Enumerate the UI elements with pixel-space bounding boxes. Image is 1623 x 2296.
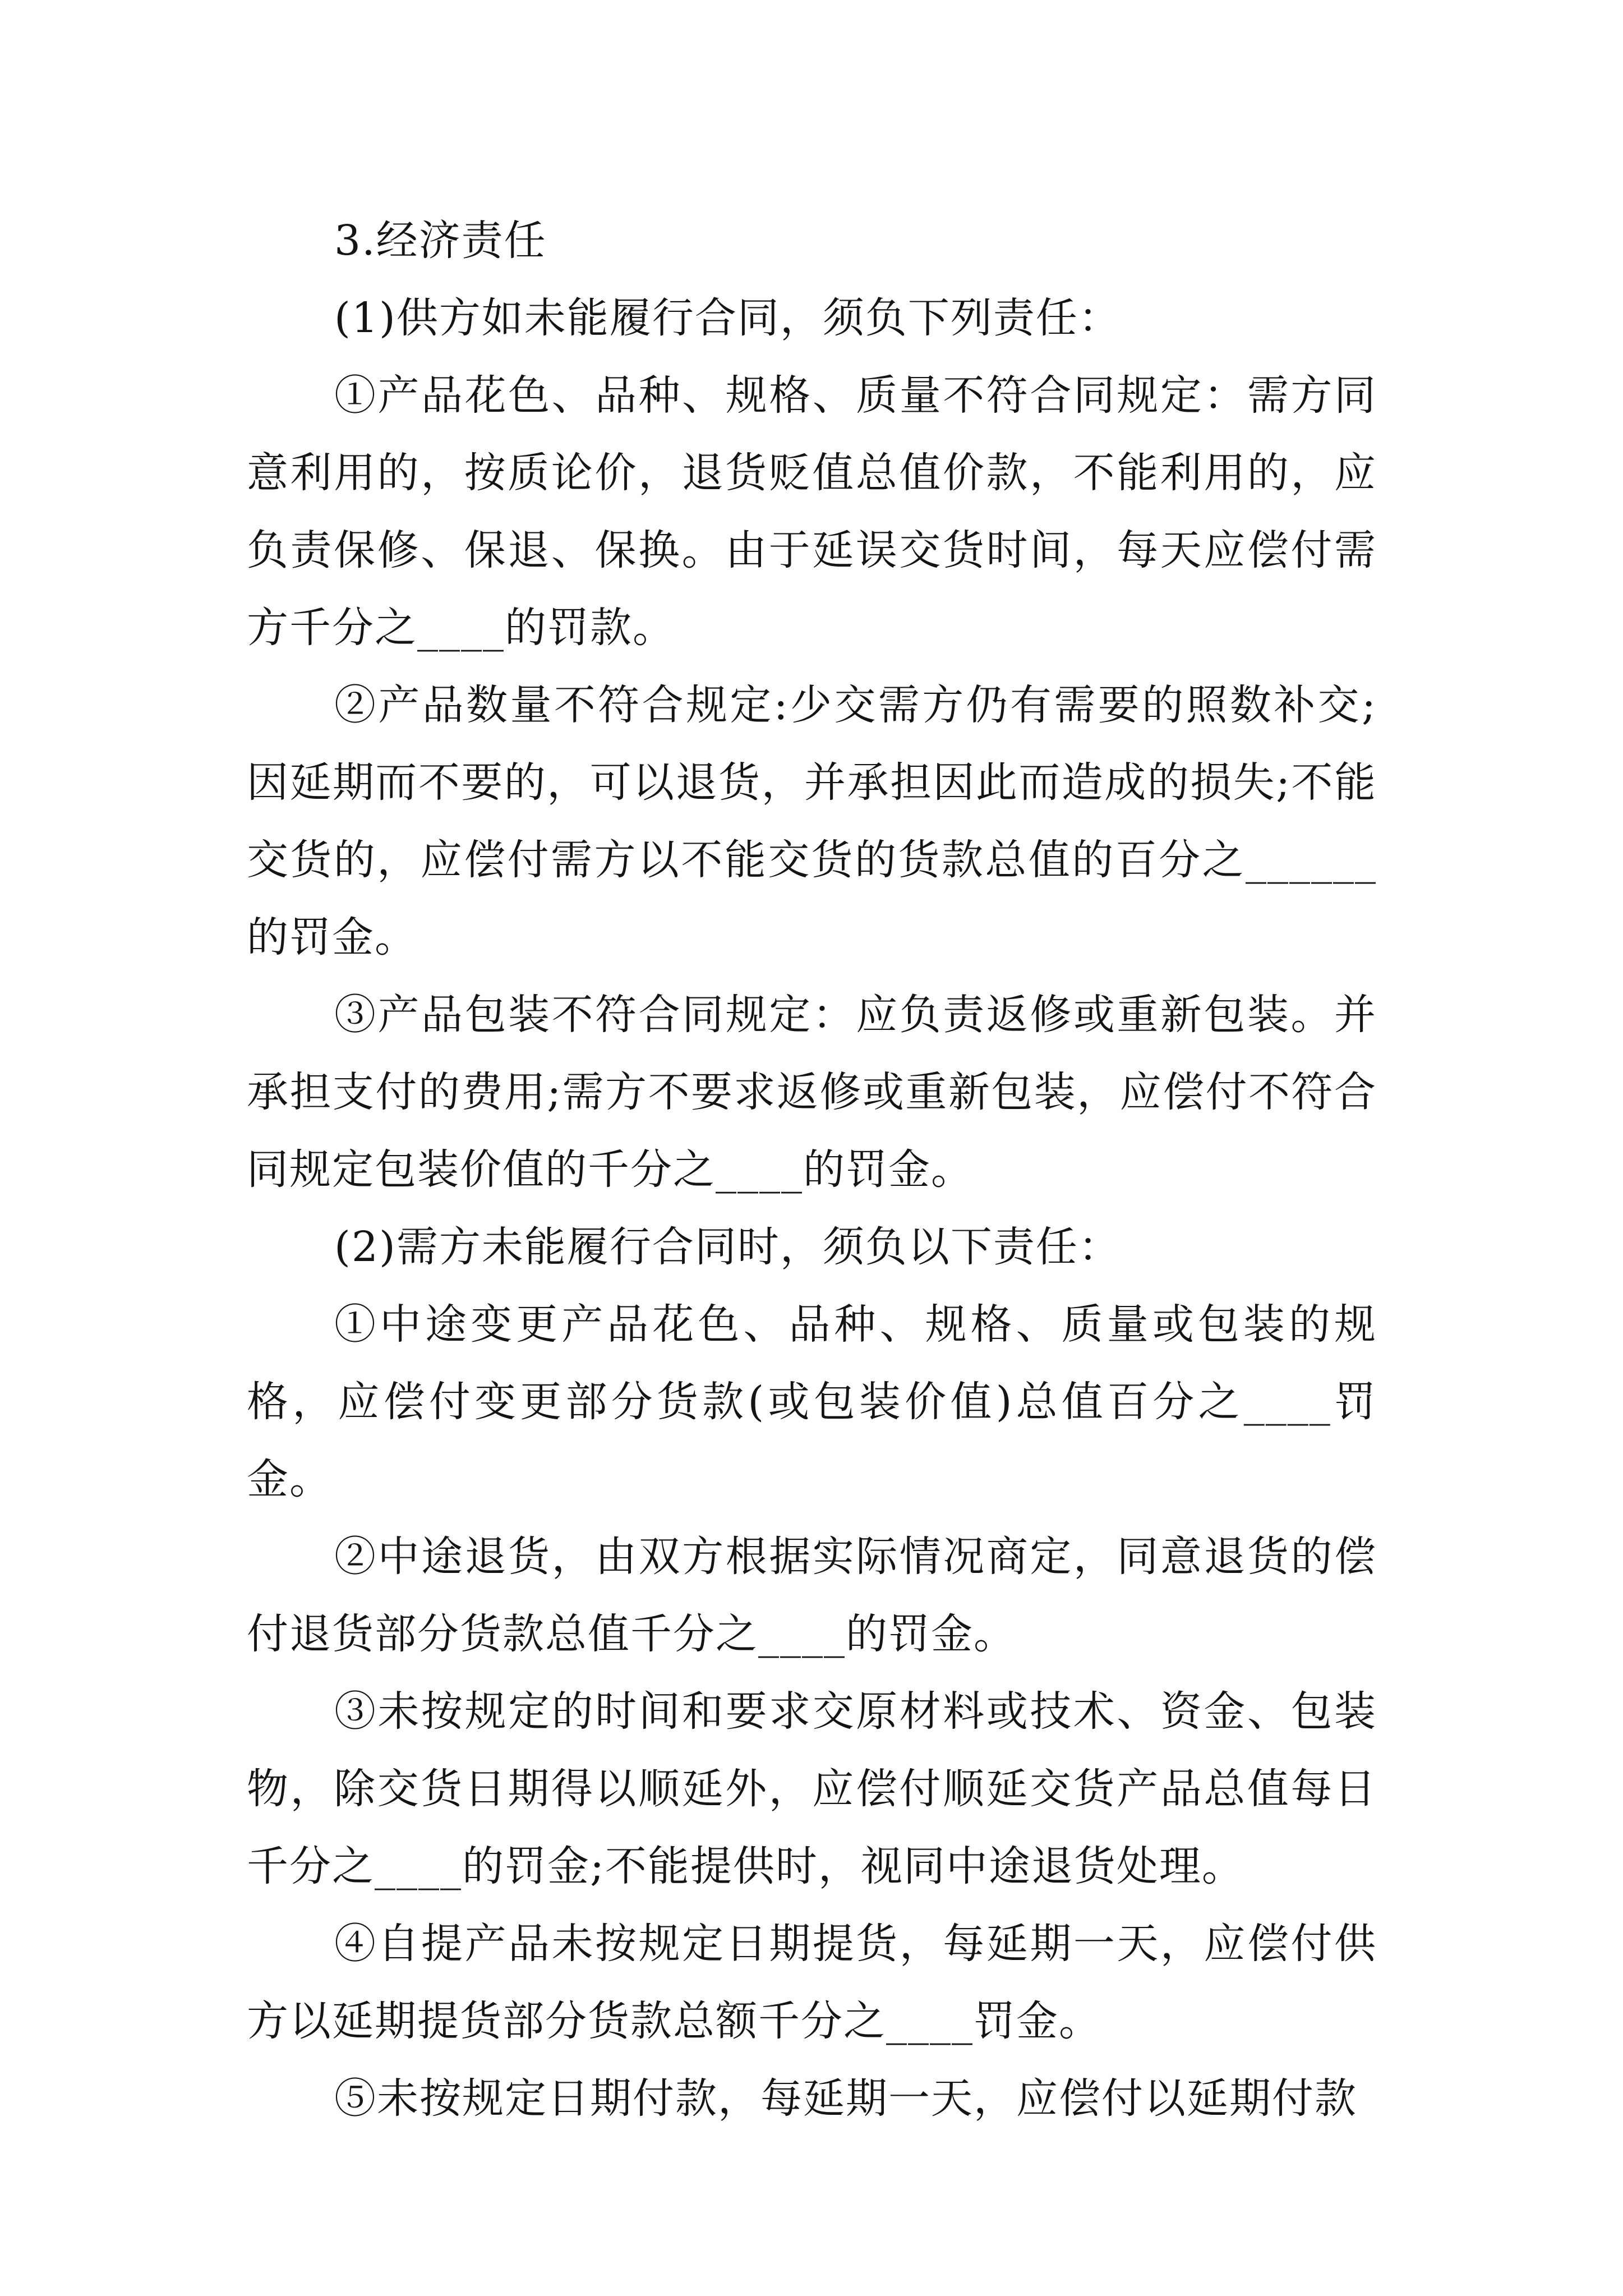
paragraph-supplier-liability: (1)供方如未能履行合同，须负下列责任： xyxy=(334,294,1121,342)
section-title: 3.经济责任 xyxy=(334,217,547,265)
paragraph-supplier-item-2: ②产品数量不符合规定:少交需方仍有需要的照数补交;因延期而不要的，可以退货，并承担因此而造成的损失;不能交货的，应偿付需方以不能交货的货款总值的百分之______的罚金。 xyxy=(247,681,1377,961)
paragraph-buyer-item-5: ⑤未按规定日期付款，每延期一天，应偿付以延期付款 xyxy=(334,2074,1357,2123)
paragraph-buyer-item-4: ④自提产品未按规定日期提货，每延期一天，应偿付供方以延期提货部分货款总额千分之____罚金。 xyxy=(247,1920,1377,2045)
paragraph-buyer-liability: (2)需方未能履行合同时，须负以下责任： xyxy=(334,1223,1121,1271)
document-body xyxy=(247,202,1377,2137)
paragraph-buyer-item-2: ②中途退货，由双方根据实际情况商定，同意退货的偿付退货部分货款总值千分之____的罚金。 xyxy=(247,1533,1377,1658)
paragraph-supplier-item-3: ③产品包装不符合同规定：应负责返修或重新包装。并承担支付的费用;需方不要求返修或重新包装，应偿付不符合同规定包装价值的千分之____的罚金。 xyxy=(247,991,1377,1194)
paragraph-supplier-item-1: ①产品花色、品种、规格、质量不符合同规定：需方同意利用的，按质论价，退货贬值总值价款，不能利用的，应负责保修、保退、保换。由于延误交货时间，每天应偿付需方千分之____的罚款。 xyxy=(247,371,1377,652)
paragraph-buyer-item-3: ③未按规定的时间和要求交原材料或技术、资金、包装物，除交货日期得以顺延外，应偿付顺延交货产品总值每日千分之____的罚金;不能提供时，视同中途退货处理。 xyxy=(247,1687,1377,1890)
paragraph-buyer-item-1: ①中途变更产品花色、品种、规格、质量或包装的规格，应偿付变更部分货款(或包装价值)总值百分之____罚金。 xyxy=(247,1300,1377,1503)
